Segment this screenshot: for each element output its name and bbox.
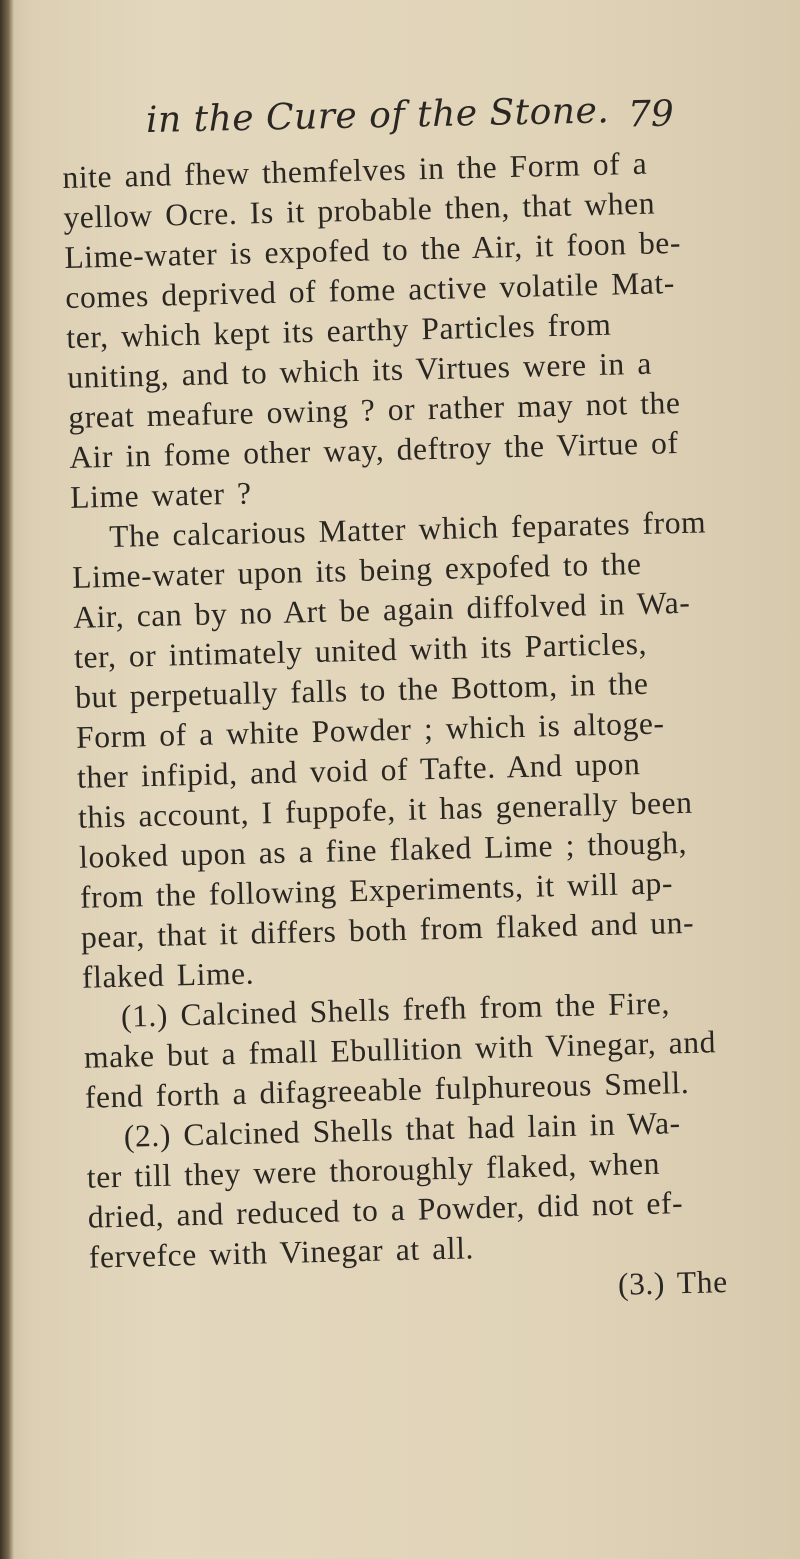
text-line: great meafure owing ? or rather may not the — [67, 384, 681, 435]
text-line: ther infipid, and void of Tafte. And upon — [76, 746, 641, 795]
text-line: ter, or intimately united with its Particles, — [73, 625, 648, 675]
text-line: make but a fmall Ebullition with Vinegar, and — [83, 1024, 717, 1075]
text-line: ter, which kept its earthy Particles from — [65, 306, 612, 355]
paragraph-first-line: (2.) Calcined Shells that had lain in Wa- — [123, 1105, 682, 1154]
running-head: in the Cure of the Stone. — [145, 90, 610, 141]
text-line: this account, I fuppofe, it has generally been — [77, 784, 693, 835]
text-line: Form of a white Powder ; which is altoge- — [75, 705, 665, 755]
text-line: but perpetually falls to the Bottom, in the — [74, 665, 649, 715]
text-line: looked upon as a fine flaked Lime ; though, — [78, 824, 688, 875]
text-line: comes deprived of fome active volatile Mat- — [64, 265, 676, 315]
text-line: uniting, and to which its Virtues were in a — [66, 345, 653, 395]
binding-shadow — [0, 0, 14, 1559]
text-line: Lime-water upon its being expofed to the — [71, 545, 642, 595]
paragraph-first-line: The calcarious Matter which feparates from — [108, 504, 707, 554]
text-line: ter till they were thoroughly flaked, when — [86, 1145, 661, 1195]
body-text — [62, 141, 780, 1318]
text-line: fervefce with Vinegar at all. — [88, 1230, 475, 1275]
paragraph-first-line: (1.) Calcined Shells frefh from the Fire, — [120, 985, 671, 1034]
text-line: nite and fhew themfelves in the Form of a — [62, 145, 648, 195]
page-number: 79 — [627, 93, 675, 136]
text-line: dried, and reduced to a Powder, did not ef- — [87, 1185, 684, 1235]
text-line: Air, can by no Art be again diffolved in Wa- — [72, 584, 691, 635]
text-line: from the following Experiments, it will ap- — [79, 865, 674, 915]
text-line: pear, that it differs both from flaked and un- — [80, 904, 695, 955]
text-line: Lime water ? — [69, 475, 253, 515]
text-line: flaked Lime. — [81, 955, 255, 995]
text-line: Air in fome other way, deftroy the Virtue of — [68, 425, 679, 475]
text-line: Lime-water is expofed to the Air, it foon be- — [64, 224, 682, 275]
catchword: (3.) The — [617, 1264, 729, 1302]
text-line: yellow Ocre. Is it probable then, that when — [63, 185, 656, 235]
text-line: fend forth a difagreeable fulphureous Smell. — [84, 1064, 690, 1115]
